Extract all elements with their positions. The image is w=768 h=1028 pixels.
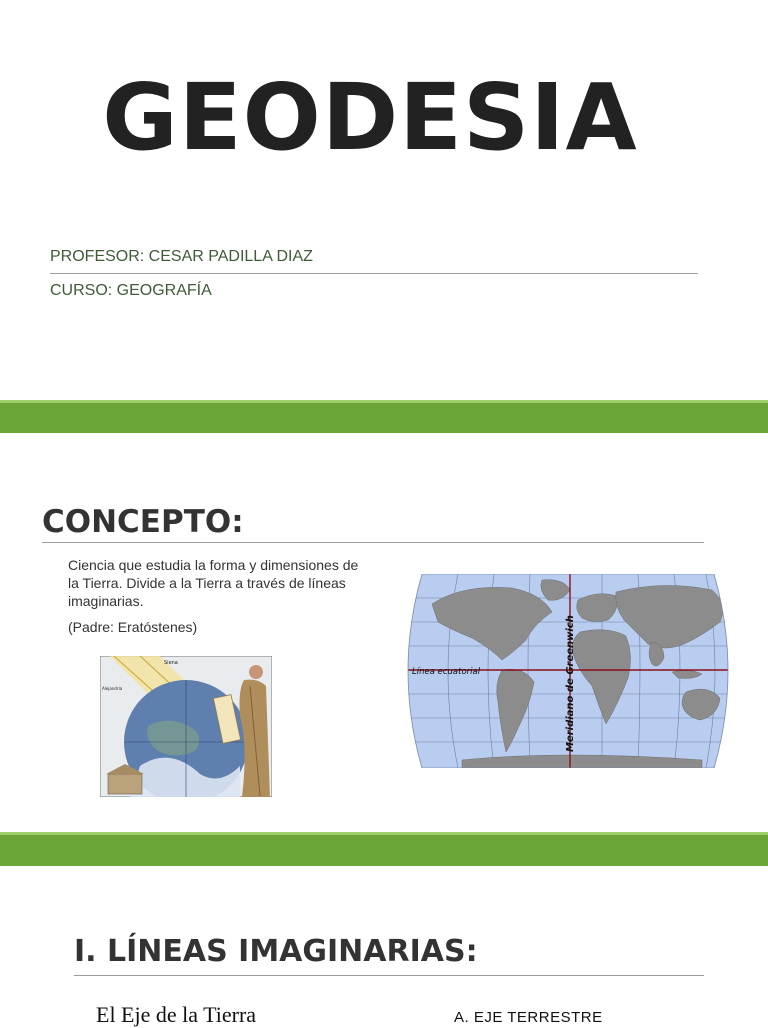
eratosthenes-image [100,656,272,797]
world-map [402,574,734,768]
eratosthenes-illustration [100,656,272,797]
world-map-image [402,574,734,768]
presentation-title: GEODESIA [102,64,638,171]
item-a-eje-terrestre: A. EJE TERRESTRE [454,1009,603,1026]
padre-note: (Padre: Eratóstenes) [68,619,198,635]
heading-rule [42,542,704,543]
siena-label: Siena [164,660,178,666]
slide-separator-band-2 [0,832,768,866]
greenwich-label: Meridiano de Greenwich [565,615,576,752]
eje-tierra-caption: El Eje de la Tierra [96,1002,257,1027]
concepto-text-block [68,556,368,636]
alejandria-label: Alejandría [102,686,123,691]
profesor-label: PROFESOR: CESAR PADILLA DIAZ [50,248,313,265]
divider-line [50,273,698,274]
lineas-imaginarias-heading: I. LÍNEAS IMAGINARIAS: [74,934,478,969]
slide-separator-band [0,400,768,433]
equator-label: Línea ecuatorial [412,667,481,677]
concepto-paragraph: Ciencia que estudia la forma y dimensiones de la Tierra. Divide a la Tierra a través de líneas imaginarias. [68,557,359,609]
heading-rule-2 [74,975,704,976]
concepto-heading: CONCEPTO: [42,504,244,540]
curso-label: CURSO: GEOGRAFÍA [50,282,212,299]
